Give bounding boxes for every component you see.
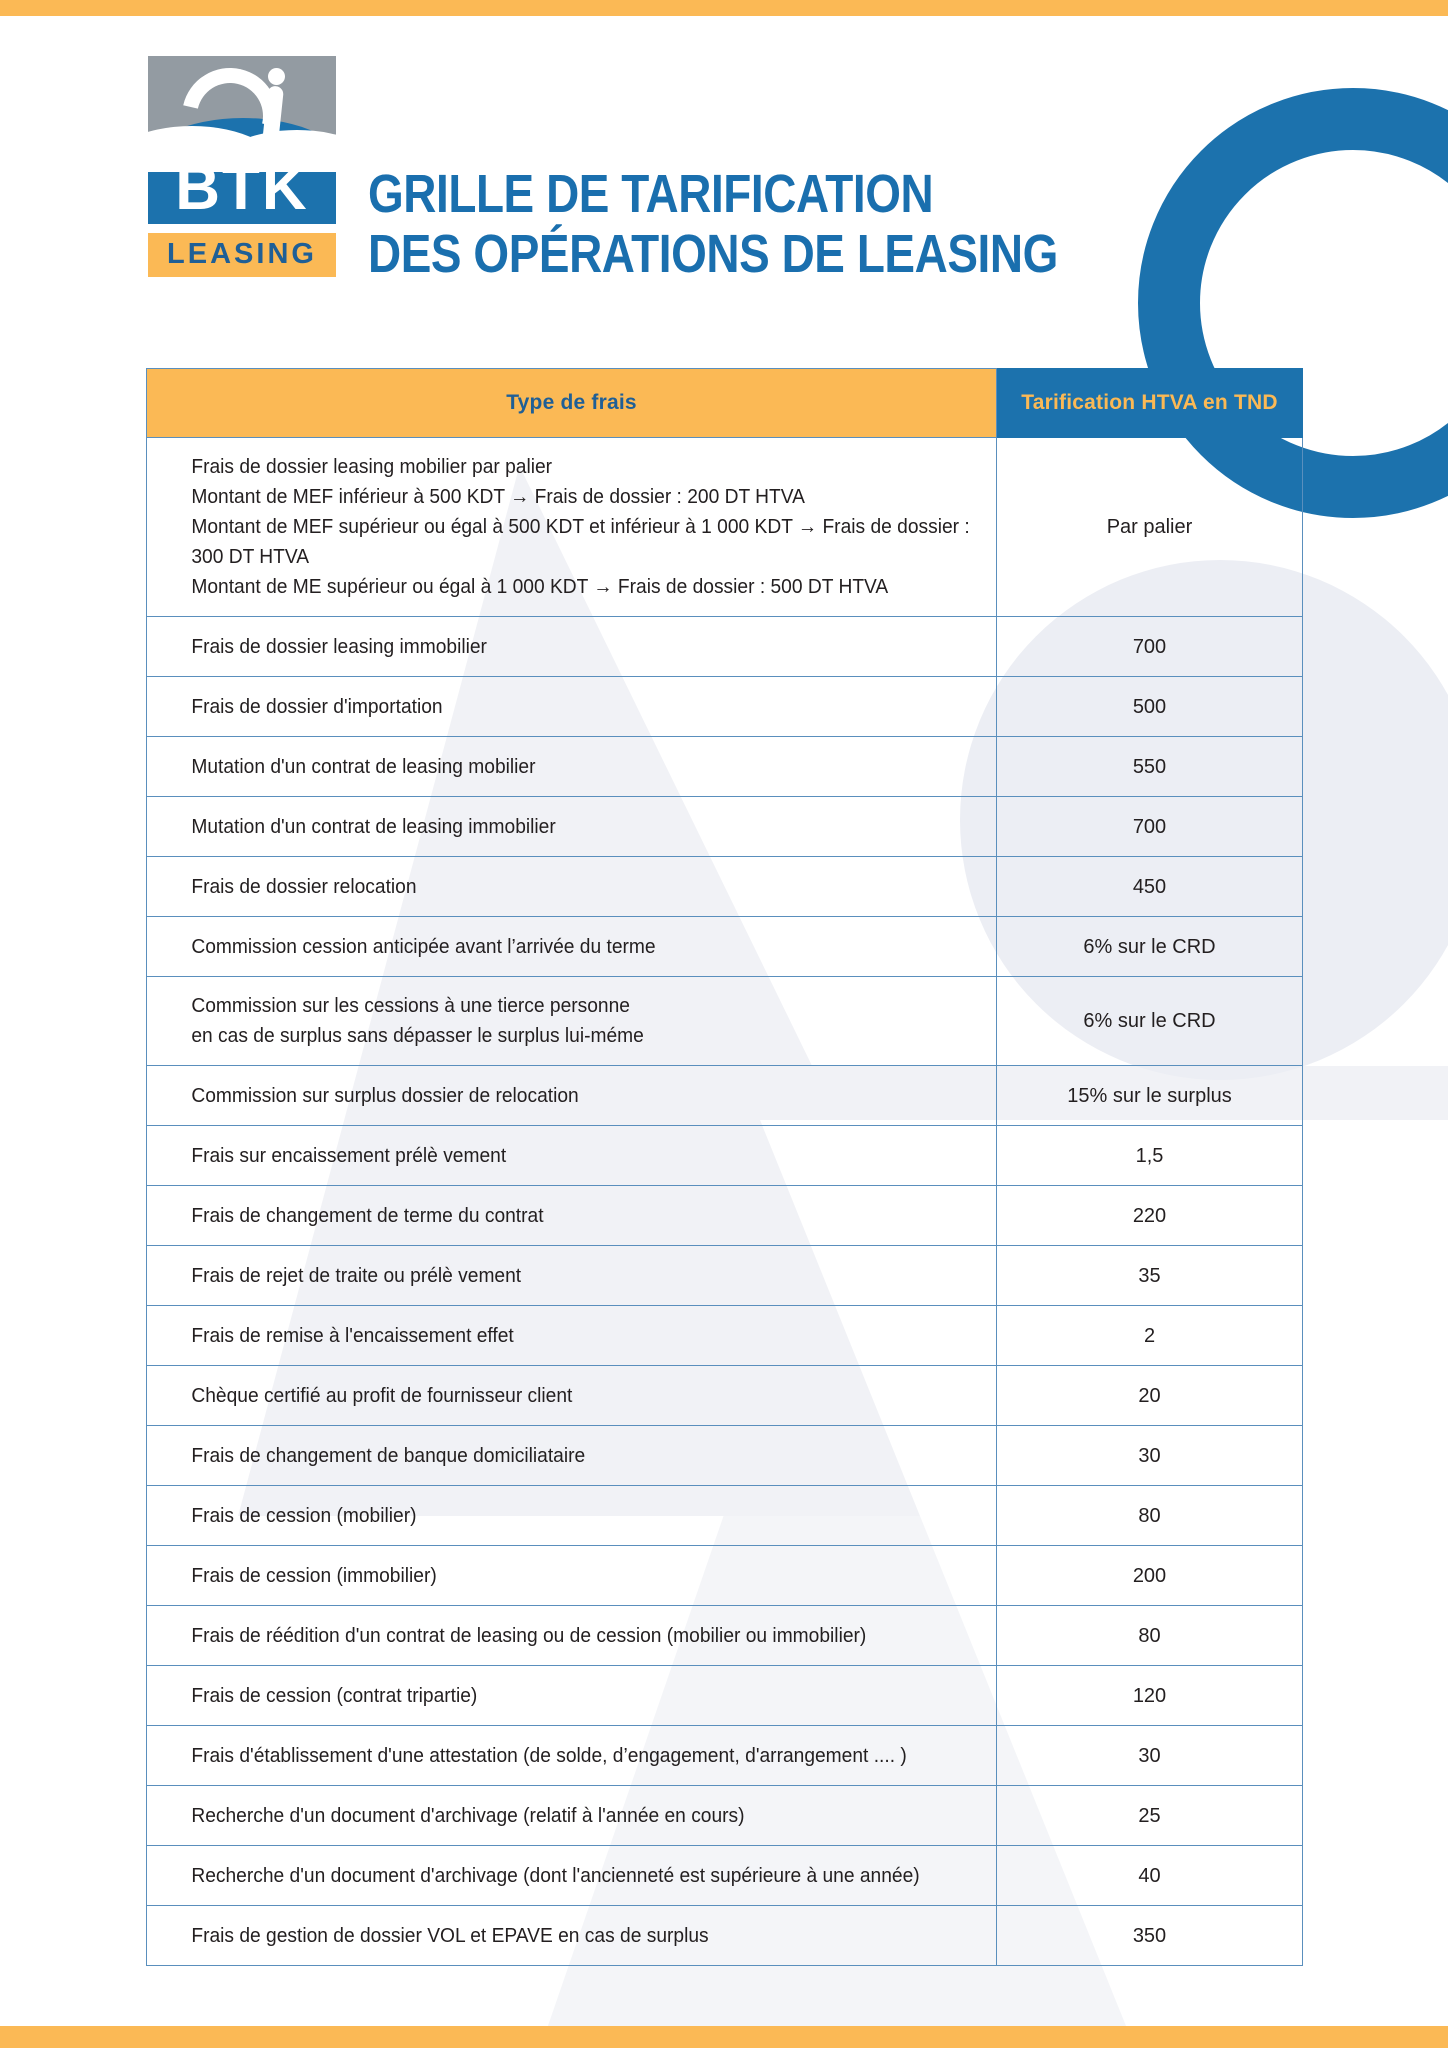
top-accent-bar [0,0,1448,16]
table-row [147,1726,1303,1786]
page-header [0,16,1448,336]
fee-type-line: Commission sur les cessions à une tierce personne [190,995,630,1017]
table-row [147,1126,1303,1186]
table-row [147,1186,1303,1246]
table-row [147,1246,1303,1306]
fee-price-cell: Par palier [997,438,1303,617]
fee-price-cell: 220 [997,1186,1303,1246]
fee-price-cell: 20 [997,1366,1303,1426]
table-row [147,1546,1303,1606]
pricing-table-body [147,438,1303,1966]
fee-type-cell [164,737,980,797]
table-row [147,737,1303,797]
fee-type-line: Mutation d'un contrat de leasing immobilier [190,815,556,838]
bottom-accent-bar [0,2026,1448,2048]
fee-type-line: Mutation d'un contrat de leasing mobilier [190,755,535,778]
table-row [147,917,1303,977]
fee-price-cell: 25 [997,1786,1303,1846]
fee-price-cell: 80 [997,1606,1303,1666]
table-row [147,1606,1303,1666]
fee-type-cell [164,917,980,977]
pricing-table [146,368,1303,1966]
table-row [147,857,1303,917]
fee-type-line: Montant de ME supérieur ou égal à 1 000 KDT → Frais de dossier : 500 DT HTVA [190,576,888,598]
fee-type-line: Chèque certifié au profit de fournisseur client [190,1384,572,1407]
table-row [147,1786,1303,1846]
table-header-row [147,369,1303,438]
fee-type-line: Montant de MEF inférieur à 500 KDT → Frais de dossier : 200 DT HTVA [190,486,805,508]
table-row [147,1066,1303,1126]
fee-price-cell: 700 [997,797,1303,857]
fee-type-cell [164,1366,980,1426]
fee-price-cell: 15% sur le surplus [997,1066,1303,1126]
fee-type-cell [164,438,980,617]
fee-type-line: Montant de MEF supérieur ou égal à 500 KDT et inférieur à 1 000 KDT → Frais de dossier : 300 DT HTVA [190,516,970,568]
fee-type-cell [164,797,980,857]
page-title-line-1: GRILLE DE TARIFICATION [368,164,934,224]
column-header-price: Tarification HTVA en TND [997,369,1303,438]
fee-type-line: Frais de gestion de dossier VOL et EPAVE en cas de surplus [190,1924,709,1947]
fee-price-cell: 1,5 [997,1126,1303,1186]
page-title-line-2: DES OPÉRATIONS DE LEASING [368,224,1058,285]
fee-type-line: Frais d'établissement d'une attestation (de solde, d’engagement, d'arrangement .... ) [190,1744,907,1767]
fee-type-cell [164,1486,980,1546]
table-row [147,797,1303,857]
fee-type-line: Frais de réédition d'un contrat de leasing ou de cession (mobilier ou immobilier) [190,1624,866,1647]
logo-wordmark: BTK [175,154,309,223]
fee-type-cell [164,1786,980,1846]
table-row [147,617,1303,677]
fee-price-cell: 40 [997,1846,1303,1906]
fee-price-cell: 120 [997,1666,1303,1726]
fee-type-line: Commission cession anticipée avant l’arrivée du terme [190,935,656,958]
fee-type-cell [164,1606,980,1666]
fee-price-cell: 500 [997,677,1303,737]
table-row [147,1426,1303,1486]
fee-type-line: Frais de dossier leasing mobilier par palier [190,456,552,478]
fee-type-cell [164,857,980,917]
table-row [147,1306,1303,1366]
fee-price-cell: 80 [997,1486,1303,1546]
fee-type-line: Commission sur surplus dossier de relocation [190,1084,579,1107]
fee-type-line: Frais de remise à l'encaissement effet [190,1324,514,1347]
fee-type-cell [164,617,980,677]
fee-type-cell [164,1306,980,1366]
fee-price-cell: 350 [997,1906,1303,1966]
fee-price-cell: 700 [997,617,1303,677]
fee-type-cell [164,1666,980,1726]
fee-type-cell [164,1426,980,1486]
logo-leasing-badge: LEASING [148,233,336,277]
table-row [147,438,1303,617]
table-row [147,1666,1303,1726]
fee-price-cell: 2 [997,1306,1303,1366]
fee-type-cell [164,977,980,1066]
pricing-table-container [146,368,1302,1966]
fee-price-cell: 30 [997,1426,1303,1486]
fee-price-cell: 550 [997,737,1303,797]
fee-type-cell [164,1066,980,1126]
fee-type-line: Recherche d'un document d'archivage (relatif à l'année en cours) [190,1804,745,1827]
table-row [147,677,1303,737]
fee-price-cell: 200 [997,1546,1303,1606]
fee-type-line: en cas de surplus sans dépasser le surplus lui-méme [190,1025,644,1047]
fee-type-cell [164,677,980,737]
fee-type-line: Frais de cession (immobilier) [190,1564,437,1587]
fee-type-line: Frais de dossier leasing immobilier [190,635,487,658]
fee-type-line: Frais de rejet de traite ou prélè vement [190,1264,521,1287]
column-header-type: Type de frais [147,369,997,438]
table-row [147,977,1303,1066]
fee-price-cell: 6% sur le CRD [997,917,1303,977]
fee-type-cell [164,1546,980,1606]
fee-type-cell [164,1246,980,1306]
fee-type-cell [164,1846,980,1906]
logo-dot-icon [268,68,285,85]
table-row [147,1366,1303,1426]
fee-type-line: Frais de changement de banque domiciliataire [190,1444,585,1467]
table-row [147,1846,1303,1906]
page-title [368,164,1058,285]
btk-leasing-logo [148,56,336,277]
fee-type-line: Frais de dossier d'importation [190,695,443,718]
fee-type-line: Frais de cession (contrat tripartie) [190,1684,477,1707]
fee-type-cell [164,1726,980,1786]
fee-type-cell [164,1906,980,1966]
fee-price-cell: 6% sur le CRD [997,977,1303,1066]
fee-type-line: Frais de cession (mobilier) [190,1504,416,1527]
fee-type-cell [164,1126,980,1186]
fee-type-cell [164,1186,980,1246]
fee-price-cell: 35 [997,1246,1303,1306]
btk-logo-mark [148,56,336,224]
fee-price-cell: 450 [997,857,1303,917]
fee-type-line: Frais sur encaissement prélè vement [190,1144,506,1167]
fee-type-line: Recherche d'un document d'archivage (dont l'ancienneté est supérieure à une année) [190,1864,920,1887]
table-row [147,1906,1303,1966]
table-row [147,1486,1303,1546]
pricing-table-head [147,369,1303,438]
fee-type-line: Frais de dossier relocation [190,875,417,898]
fee-type-line: Frais de changement de terme du contrat [190,1204,544,1227]
fee-price-cell: 30 [997,1726,1303,1786]
